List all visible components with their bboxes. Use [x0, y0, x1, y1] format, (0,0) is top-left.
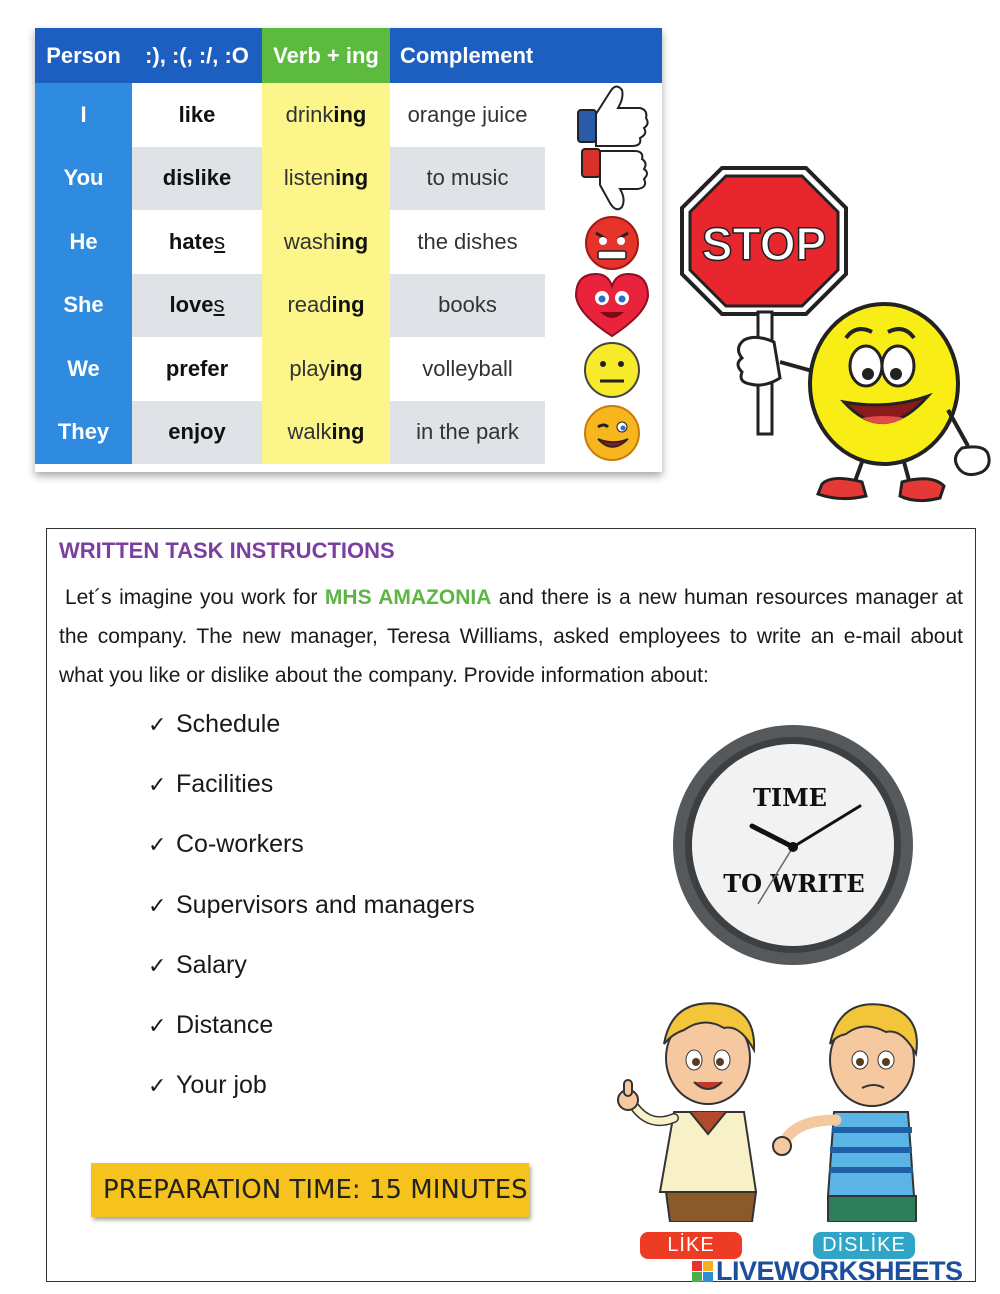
liveworksheets-mark-icon	[692, 1261, 713, 1282]
cell-complement: in the park	[416, 419, 519, 444]
like-label: LİKE	[640, 1232, 742, 1259]
cell-verb-ing: read ing	[287, 292, 365, 317]
topic-item	[148, 891, 475, 951]
topic-item	[148, 710, 475, 770]
cell-verb-ing: walk ing	[287, 419, 365, 444]
neutral-face-icon	[572, 334, 652, 404]
cell-person: He	[69, 228, 98, 254]
heart-face-icon	[572, 270, 652, 340]
stop-sign-smiley-illustration	[676, 162, 1000, 520]
topic-label: Facilities	[176, 770, 274, 799]
stop-sign-icon	[682, 168, 846, 314]
header-person: Person	[35, 28, 132, 83]
cell-person: She	[63, 292, 104, 317]
clock-icon	[670, 722, 916, 968]
cell-complement: orange juice	[407, 101, 528, 127]
cell-verb-ing: listen ing	[283, 165, 369, 190]
topic-item	[148, 1011, 475, 1071]
checkmark-icon: ✓	[148, 952, 167, 978]
boy-thumbs-up-icon	[618, 1003, 756, 1222]
topic-label: Distance	[176, 1010, 274, 1039]
topic-label: Co-workers	[176, 830, 304, 859]
topic-item	[148, 1071, 475, 1131]
smiley-character-icon	[810, 304, 989, 501]
cell-verb-ing: play ing	[289, 355, 363, 381]
header-emotion: :), :(, :/, :O	[132, 28, 262, 83]
intro-text-after: and there is a new human resources manager at the company. The new manager, Teresa Williams, asked employees to write an e-mail about what you like or dislike about the company. Provide information about:	[59, 586, 963, 687]
cell-verb: enjoy	[168, 419, 226, 444]
checkmark-icon: ✓	[148, 832, 167, 858]
cell-verb-ing: wash ing	[283, 228, 369, 254]
topic-label: Salary	[176, 950, 247, 979]
cell-complement: books	[438, 292, 497, 317]
topic-item	[148, 770, 475, 830]
topic-label: Schedule	[176, 710, 281, 738]
dislike-label: DİSLİKE	[813, 1232, 915, 1259]
header-verb-ing: Verb + ing	[262, 28, 390, 83]
cell-verb-ing: drink ing	[285, 101, 367, 127]
task-title: WRITTEN TASK INSTRUCTIONS	[59, 538, 395, 563]
grammar-table	[35, 28, 662, 472]
checkmark-icon: ✓	[148, 1073, 167, 1099]
thumbs-down-icon	[572, 143, 652, 213]
preparation-time-banner: PREPARATION TIME: 15 MINUTES	[91, 1163, 529, 1217]
cell-verb: prefer	[165, 355, 229, 381]
cell-person: They	[57, 419, 110, 444]
checkmark-icon: ✓	[148, 892, 167, 918]
intro-text-before: Let´s imagine you work for	[65, 586, 318, 609]
company-name: MHS AMAZONIA	[324, 586, 492, 609]
stop-sign-text: STOP	[701, 218, 827, 270]
checkmark-icon: ✓	[148, 712, 167, 737]
topic-item	[148, 830, 475, 890]
cell-person: You	[63, 165, 104, 190]
topics-list	[148, 710, 475, 1131]
boys-like-dislike-illustration	[610, 1000, 940, 1222]
cell-complement: to music	[426, 165, 509, 190]
task-paragraph	[59, 578, 963, 695]
cell-complement: the dishes	[417, 228, 518, 254]
cell-person: We	[67, 355, 100, 381]
topic-label: Your job	[176, 1071, 267, 1100]
clock-text-time: TIME	[753, 783, 827, 812]
topic-label: Supervisors and managers	[176, 890, 475, 919]
thumbs-up-icon	[572, 80, 652, 150]
grammar-table-grid	[35, 28, 662, 464]
winking-face-icon	[572, 397, 652, 467]
topic-item	[148, 951, 475, 1011]
checkmark-icon: ✓	[148, 1012, 167, 1038]
checkmark-icon: ✓	[148, 772, 167, 798]
cell-verb: love s	[169, 292, 225, 317]
boy-thumbs-down-icon	[773, 1004, 917, 1222]
cell-verb: hate s	[168, 228, 226, 254]
cell-complement: volleyball	[422, 355, 513, 381]
header-complement: Complement	[390, 28, 662, 83]
liveworksheets-logo	[692, 1256, 963, 1286]
clock-text-to-write: TO WRITE	[723, 869, 865, 898]
cell-verb: like	[178, 101, 216, 127]
liveworksheets-wordmark: LIVEWORKSHEETS	[716, 1255, 963, 1286]
angry-face-icon	[572, 207, 652, 277]
cell-verb: dislike	[162, 165, 232, 190]
cell-person: I	[80, 101, 87, 127]
